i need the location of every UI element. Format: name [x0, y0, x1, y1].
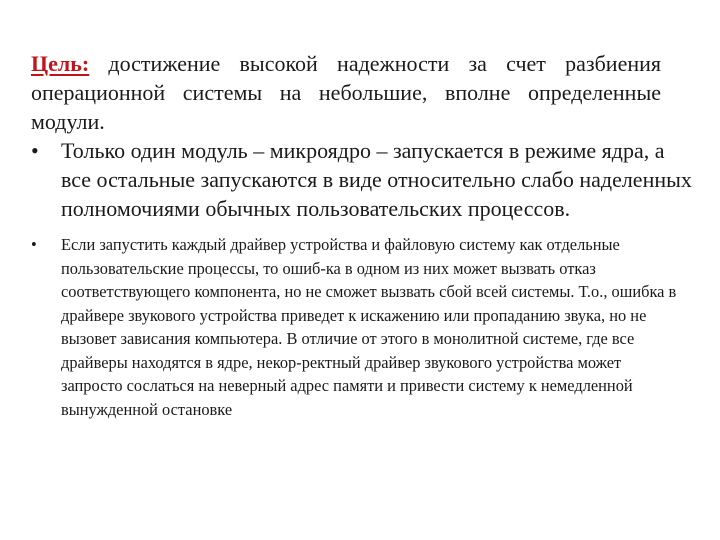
bullet-microkernel: [31, 136, 693, 223]
bullet-marker: •: [31, 235, 37, 254]
goal-label: Цель:: [31, 51, 90, 76]
goal-paragraph: [31, 49, 661, 136]
bullet-text: Только один модуль – микроядро – запускается в режиме ядра, а все остальные запускаются в виде относительно слабо наделенных полномочиями обычных пользовательских процессов.: [61, 138, 692, 221]
bullet-marker: •: [31, 138, 39, 163]
slide-content: [31, 49, 692, 421]
goal-text: достижение высокой надежности за счет разбиения операционной системы на небольшие, вполне определенные модули.: [31, 51, 661, 134]
bullet-text: Если запустить каждый драйвер устройства и файловую систему как отдельные пользовательские процессы, то ошиб-ка в одном из них может вызвать отказ соответствующего компонента, но не сможет вызвать сбой всей системы. Т.о., ошибка в драйвере звукового устройства приведет к искажению или пропаданию звука, но не вызовет зависания компьютера. В отличие от этого в монолитной системе, где все драйверы находятся в ядре, некор-ректный драйвер звукового устройства может запросто сослаться на неверный адрес памяти и привести систему к немедленной вынужденной остановке: [61, 235, 677, 419]
bullet-drivers: [31, 233, 685, 421]
